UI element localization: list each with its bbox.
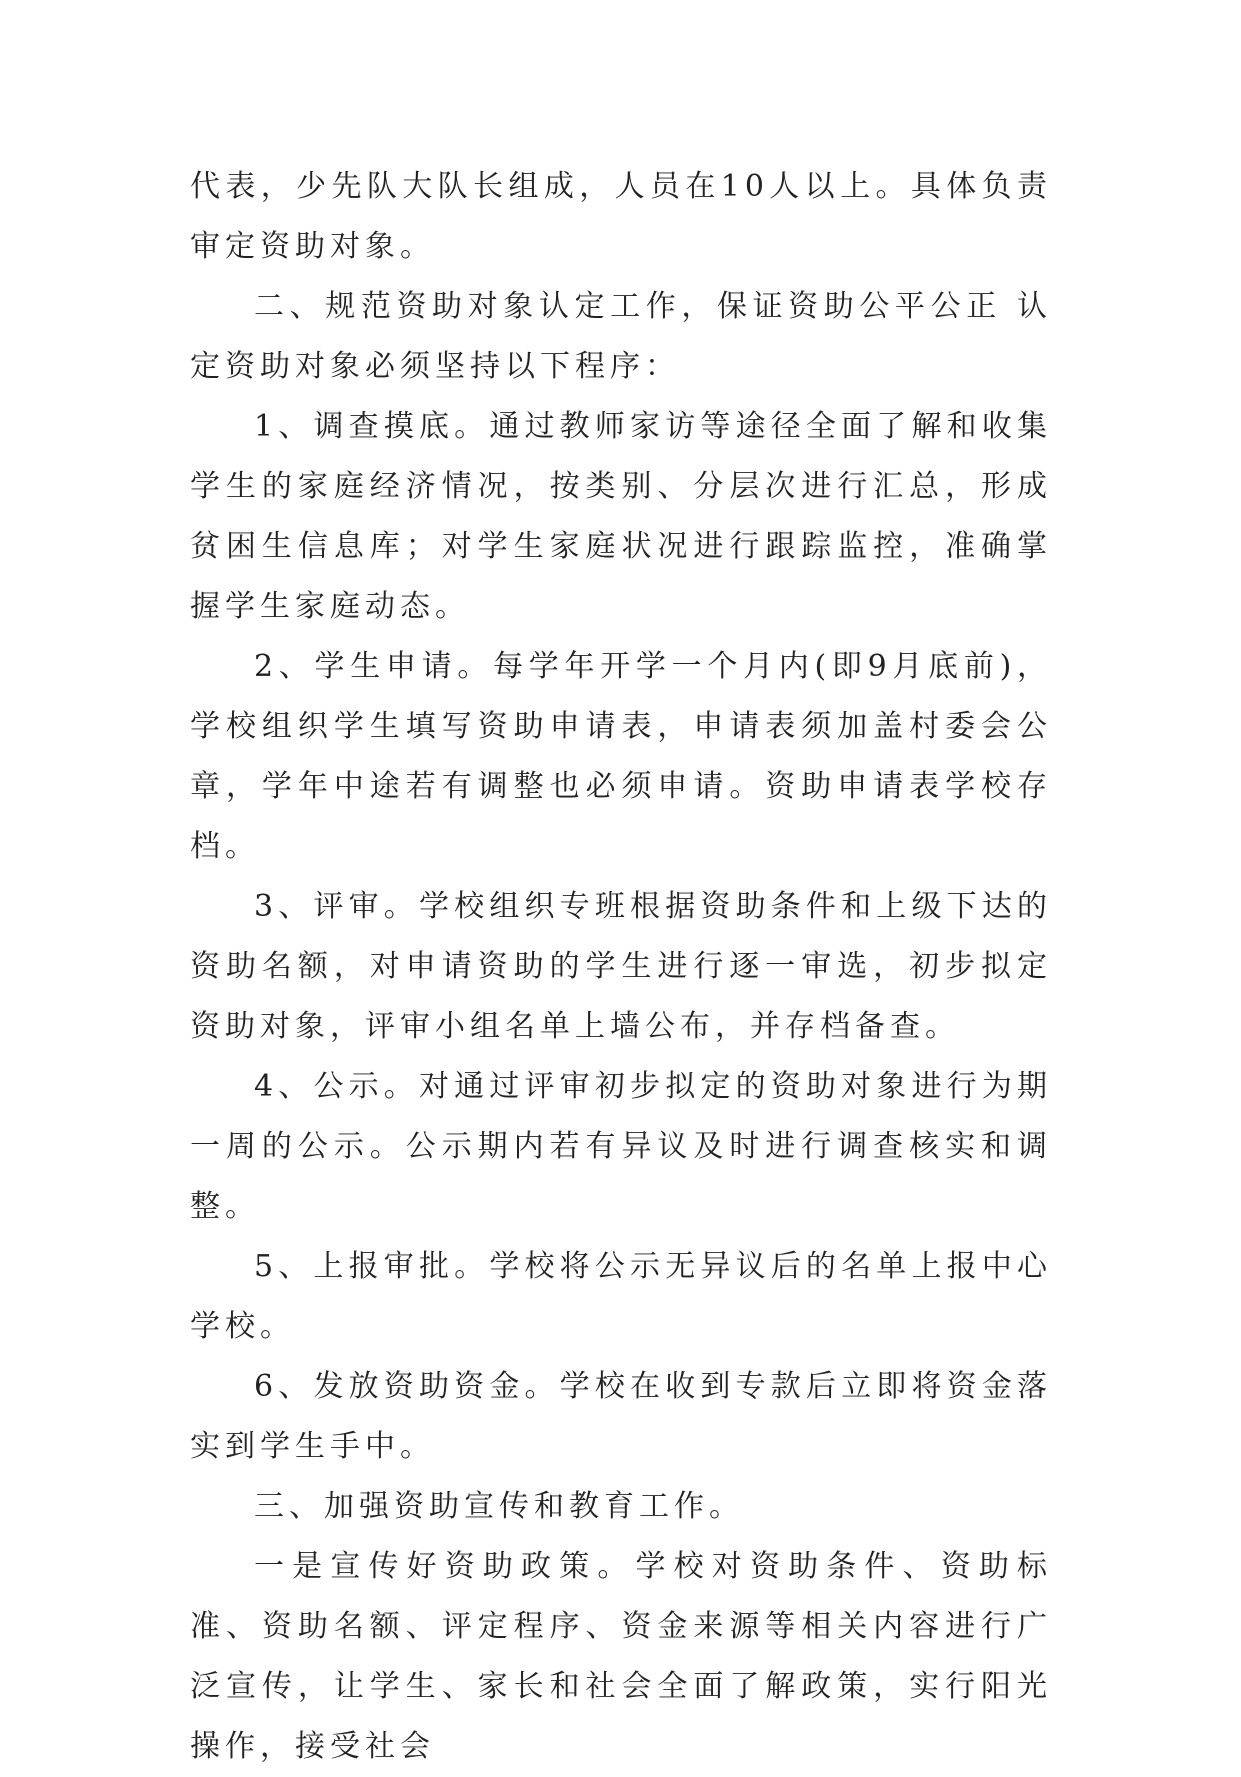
- step-3-paragraph: 3、评审。学校组织专班根据资助条件和上级下达的资助名额，对申请资助的学生进行逐一审选，初步拟定资助对象，评审小组名单上墙公布，并存档备查。: [190, 889, 1052, 1044]
- step-4-paragraph: 4、公示。对通过评审初步拟定的资助对象进行为期一周的公示。公示期内若有异议及时进行调查核实和调整。: [190, 1069, 1052, 1224]
- step-1-paragraph: 1、调查摸底。通过教师家访等途径全面了解和收集学生的家庭经济情况，按类别、分层次进行汇总，形成贫困生信息库；对学生家庭状况进行跟踪监控，准确掌握学生家庭动态。: [190, 409, 1052, 624]
- step-2-paragraph: 2、学生申请。每学年开学一个月内(即9月底前)，学校组织学生填写资助申请表，申请表须加盖村委会公章，学年中途若有调整也必须申请。资助申请表学校存档。: [190, 649, 1052, 864]
- document-body: [190, 157, 1052, 1777]
- step-5-paragraph: 5、上报审批。学校将公示无异议后的名单上报中心学校。: [190, 1249, 1052, 1344]
- step-6-paragraph: 6、发放资助资金。学校在收到专款后立即将资金落实到学生手中。: [190, 1369, 1052, 1464]
- section-two-heading-paragraph: 二、规范资助对象认定工作，保证资助公平公正 认定资助对象必须坚持以下程序：: [190, 289, 1052, 384]
- paragraph-continuation: 代表，少先队大队长组成，人员在10人以上。具体负责审定资助对象。: [190, 169, 1052, 264]
- publicity-paragraph: 一是宣传好资助政策。学校对资助条件、资助标准、资助名额、评定程序、资金来源等相关内容进行广泛宣传，让学生、家长和社会全面了解政策，实行阳光操作，接受社会: [190, 1549, 1052, 1764]
- section-three-heading: 三、加强资助宣传和教育工作。: [254, 1489, 744, 1524]
